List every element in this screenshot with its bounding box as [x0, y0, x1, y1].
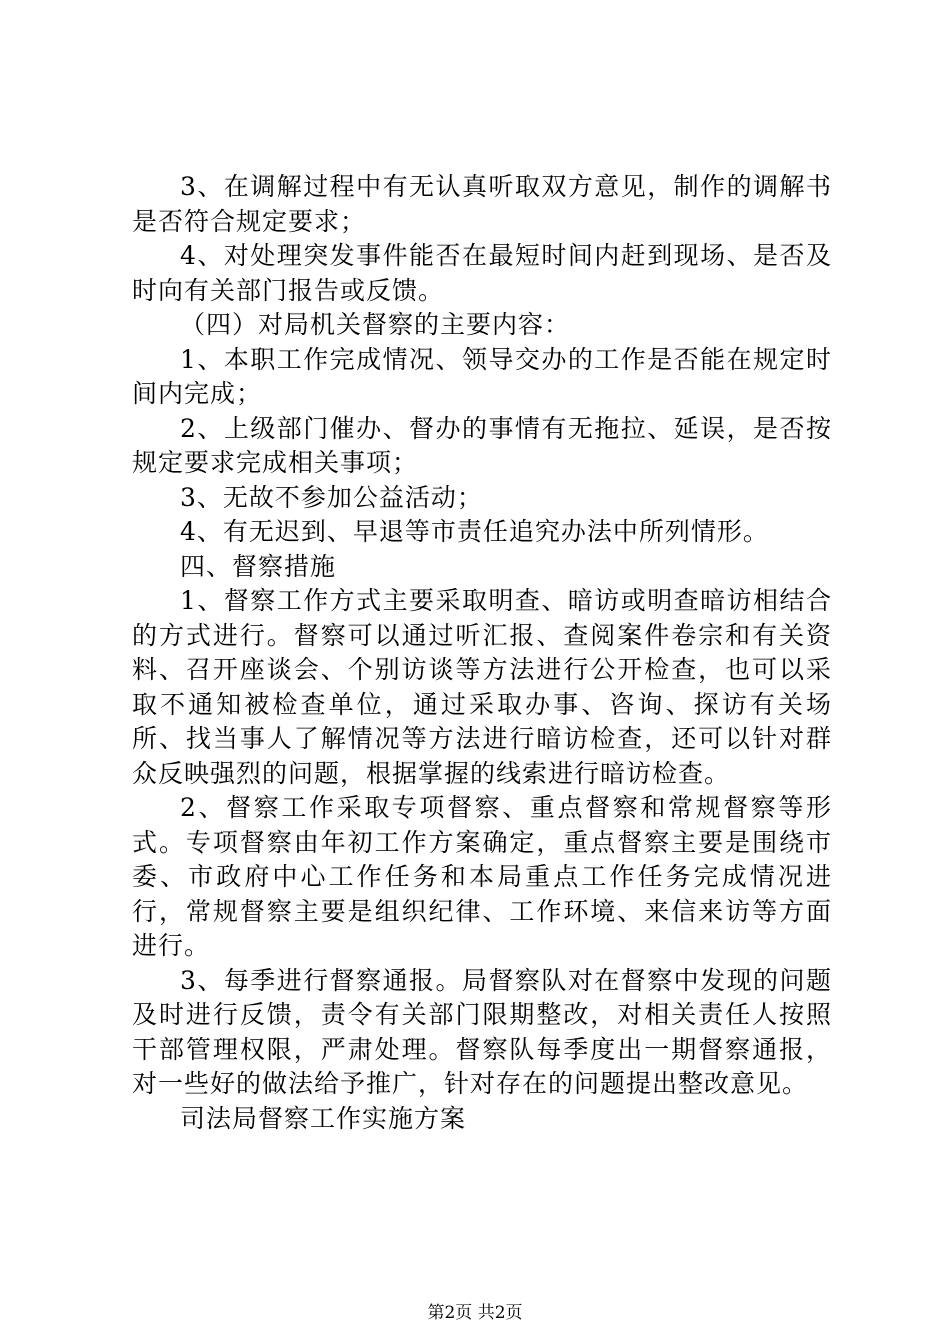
paragraph-bureau-3: 3、无故不参加公益活动； — [180, 482, 483, 512]
paragraph-bureau-1: 1、本职工作完成情况、领导交办的工作是否能在规定时间内完成； — [132, 344, 832, 408]
paragraph-measures-2: 2、督察工作采取专项督察、重点督察和常规督察等形式。专项督察由年初工作方案确定，重点督察主要是围绕市委、市政府中心工作任务和本局重点工作任务完成情况进行，常规督察主要是组织纪律、工作环境、来信来访等方面进行。 — [132, 793, 832, 960]
document-body — [132, 170, 832, 1136]
paragraph-bureau-4: 4、有无迟到、早退等市责任追究办法中所列情形。 — [180, 517, 769, 546]
paragraph-bureau-2: 2、上级部门催办、督办的事情有无拖拉、延误，是否按规定要求完成相关事项； — [132, 413, 832, 477]
closing-title: 司法局督察工作实施方案 — [180, 1103, 467, 1133]
page-number-label: 第2页 共2页 — [427, 1303, 523, 1323]
paragraph-measures-3: 3、每季进行督察通报。局督察队对在督察中发现的问题及时进行反馈，责令有关部门限期整改，对相关责任人按照干部管理权限，严肃处理。督察队每季度出一期督察通报，对一些好的做法给予推广，针对存在的问题提出整改意见。 — [132, 965, 832, 1098]
paragraph-mediation-3: 3、在调解过程中有无认真听取双方意见，制作的调解书是否符合规定要求； — [132, 172, 832, 236]
paragraph-measures-1: 1、督察工作方式主要采取明查、暗访或明查暗访相结合的方式进行。督察可以通过听汇报、查阅案件卷宗和有关资料、召开座谈会、个别访谈等方法进行公开检查，也可以采取不通知被检查单位，通过采取办事、咨询、探访有关场所、找当事人了解情况等方法进行暗访检查，还可以针对群众反映强烈的问题，根据掌握的线索进行暗访检查。 — [132, 586, 832, 788]
section-heading-measures: 四、督察措施 — [180, 551, 337, 581]
page-footer — [0, 1302, 950, 1324]
section-heading-bureau-supervision: （四）对局机关督察的主要内容： — [180, 310, 571, 339]
paragraph-emergency-4: 4、对处理突发事件能否在最短时间内赶到现场、是否及时向有关部门报告或反馈。 — [132, 241, 832, 305]
